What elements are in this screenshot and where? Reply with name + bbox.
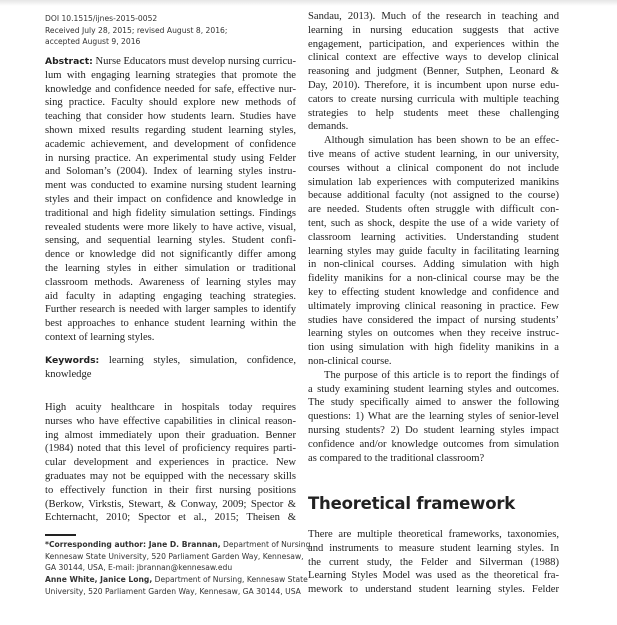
text-line: learning styles may guide faculty in facilitating learning bbox=[308, 245, 559, 257]
text-line: classroom learning activities. Understanding student bbox=[308, 231, 559, 243]
text-line: learning in nursing education suggests that active bbox=[308, 24, 559, 36]
text-line: studies have considered the impact of nursing students’ bbox=[308, 314, 559, 326]
theory-paragraph bbox=[308, 528, 559, 597]
footnote-text: Department of Nursing, Kennesaw State bbox=[152, 575, 308, 585]
footnote-text: GA 30144, USA, E-mail: jbrannan@kennesaw.edu bbox=[45, 563, 233, 573]
text-line: cators to create nursing curricula with multiple teaching bbox=[308, 93, 559, 105]
keywords bbox=[45, 354, 296, 382]
article-metadata bbox=[45, 13, 296, 48]
text-line: styles and their impact on confidence and knowledge in bbox=[45, 193, 296, 205]
text-line: shown mixed results regarding student learning styles, bbox=[45, 124, 296, 136]
footnote-line bbox=[45, 586, 301, 598]
accepted-date: accepted August 9, 2016 bbox=[45, 37, 141, 47]
text-line: (1984) noted that this level of proficiency requires parti- bbox=[45, 443, 296, 455]
abstract-text: Nurse Educators must develop nursing curricu- bbox=[92, 56, 296, 67]
abstract-first-line bbox=[45, 55, 296, 69]
paragraph bbox=[308, 134, 559, 369]
text-line: teaching that consider how students learn. Studies have bbox=[45, 111, 296, 123]
text-line: engagement, participation, and experiences within the bbox=[308, 38, 559, 50]
paragraph bbox=[308, 10, 559, 134]
footnote-line bbox=[45, 562, 296, 574]
text-line: tive means of active student learning, in our university, bbox=[308, 148, 559, 160]
text-line: sing practice. Faculty should explore new methods of bbox=[45, 97, 296, 109]
text-line: the learning styles in either simulation or traditional bbox=[45, 262, 296, 274]
section-heading: Theoretical framework bbox=[308, 494, 516, 513]
intro-paragraph bbox=[45, 401, 296, 525]
right-column-body bbox=[308, 10, 559, 465]
footnote-text: University, 520 Parliament Garden Way, Kennesaw, GA 30144, USA bbox=[45, 586, 301, 596]
text-line: the current study, the Felder and Silverman (1988) bbox=[308, 556, 559, 568]
text-line: in nursing practice. An experimental study using Felder bbox=[45, 152, 296, 164]
text-line: Learning Styles Model was used as the theoretical fra- bbox=[308, 570, 559, 582]
text-line: knowledge and confidence needed for safe, effective nur- bbox=[45, 83, 296, 95]
text-line: (Berkow, Virkstis, Stewart, & Conway, 2009; Spector & bbox=[45, 498, 296, 510]
text-line: knowledge bbox=[45, 368, 92, 380]
text-line: and Soloman’s (2004). Index of learning styles instru- bbox=[45, 166, 296, 178]
footnote-text: Kennesaw State University, 520 Parliament Garden Way, Kennesaw, bbox=[45, 551, 304, 561]
paragraph bbox=[308, 369, 559, 466]
footnote-line bbox=[45, 539, 313, 551]
text-line: traditional and high fidelity simulation settings. Findings bbox=[45, 207, 296, 219]
text-line: because additional faculty (not assigned to the course) bbox=[308, 190, 559, 202]
received-date: Received July 28, 2015; revised August 8, 2016; bbox=[45, 25, 228, 35]
text-line: Day, 2010). Therefore, it is incumbent upon nurse edu- bbox=[308, 79, 559, 91]
text-line: High acuity healthcare in hospitals today requires bbox=[45, 402, 296, 413]
text-line: nursing students? 2) Do student learning styles impact bbox=[308, 424, 559, 436]
text-line: courses without a clinical component do not include bbox=[308, 162, 559, 174]
text-line: demands. bbox=[308, 121, 349, 133]
footnote-author-name: Anne White, Janice Long, bbox=[45, 575, 153, 585]
text-line: lum with engaging learning strategies that promote the bbox=[45, 69, 296, 81]
text-line: key to effecting student knowledge and confidence and bbox=[308, 286, 559, 298]
text-line: There are multiple theoretical frameworks, taxonomies, bbox=[308, 529, 559, 540]
text-line: aid faculty in adapting engaging teaching strategies. bbox=[45, 290, 296, 302]
text-line: non-clinical course. bbox=[308, 355, 392, 367]
text-line: academic achievement, and development of confidence bbox=[45, 138, 296, 150]
text-line: revealed students were more likely to have active, visual, bbox=[45, 221, 296, 233]
keywords-text: learning styles, simulation, confidence, bbox=[99, 355, 296, 366]
footnote-line bbox=[45, 551, 304, 563]
text-line: confidence and/or knowledge outcomes from simulation bbox=[308, 438, 559, 450]
footnote-line bbox=[45, 574, 308, 586]
author-footnote bbox=[45, 539, 313, 597]
text-line: and instruments to measure student learning styles. In bbox=[308, 542, 559, 554]
text-line: fidelity manikins for a non-clinical course may be the bbox=[308, 273, 559, 285]
text-line: Sandau, 2013). Much of the research in teaching and bbox=[308, 11, 559, 22]
text-line: as compared to the traditional classroom? bbox=[308, 452, 485, 464]
text-line: questions: 1) What are the learning styles of senior-level bbox=[308, 411, 559, 423]
text-line: sensing, and sequential learning styles. Student confi- bbox=[45, 235, 296, 247]
text-line: simulation lab experiences with computerized manikins bbox=[308, 176, 559, 188]
text-line: graduates may not be equipped with the necessary skills bbox=[45, 470, 296, 482]
text-line: ing almost immediately upon their graduation. Benner bbox=[45, 429, 296, 441]
text-line: in non-clinical courses. Adding simulation with high bbox=[308, 259, 559, 271]
keywords-first-line bbox=[45, 354, 296, 368]
text-line: learning styles on outcomes when they receive instruc- bbox=[308, 328, 559, 340]
text-line: classroom methods. Awareness of learning styles may bbox=[45, 276, 296, 288]
text-line: The purpose of this article is to report the findings of bbox=[324, 369, 559, 381]
text-line: Further research is needed with larger samples to identify bbox=[45, 304, 296, 316]
text-line: to effectively function in their first nursing positions bbox=[45, 484, 296, 496]
footnote-text: Department of Nursing, bbox=[220, 540, 313, 549]
text-line: are needed. Students often struggle with difficult con- bbox=[308, 204, 559, 216]
text-line: tent, such as shock, despite the use of a wide variety of bbox=[308, 217, 559, 229]
text-line: cular development and experiences in practice. New bbox=[45, 457, 296, 469]
text-line: reasoning and judgment (Benner, Sutphen, Leonard & bbox=[308, 66, 559, 78]
page-top-shadow bbox=[0, 0, 617, 6]
abstract bbox=[45, 55, 296, 345]
text-line: Echternacht, 2010; Spector et al., 2015; Theisen & bbox=[45, 512, 296, 524]
text-line: ultimately improving clinical reasoning in practice. Few bbox=[308, 300, 559, 312]
text-line: best approaches to enhance student learning within the bbox=[45, 318, 296, 330]
text-line: context of learning styles. bbox=[45, 331, 155, 343]
doi: DOI 10.1515/ijnes-2015-0052 bbox=[45, 14, 158, 23]
text-line: nurses who have effective capabilities in clinical reason- bbox=[45, 415, 296, 427]
text-line: mework to understand student learning styles. Felder bbox=[308, 584, 559, 596]
text-line: dence or knowledge did not significantly differ among bbox=[45, 249, 296, 261]
text-line: tion using simulation with high fidelity manikins in a bbox=[308, 342, 559, 354]
text-line: ment was conducted to examine nursing student learning bbox=[45, 180, 296, 192]
keywords-label: Keywords: bbox=[45, 355, 100, 366]
text-line: strategies to help students meet these challenging bbox=[308, 107, 559, 119]
abstract-label: Abstract: bbox=[45, 56, 93, 67]
text-line: The study specifically aimed to answer the following bbox=[308, 397, 559, 409]
text-line: Although simulation has been shown to be an effec- bbox=[324, 135, 559, 147]
text-line: clinical context are effective ways to develop clinical bbox=[308, 52, 559, 64]
text-line: a study examining student learning styles and outcomes. bbox=[308, 383, 559, 395]
footnote-author-name: *Corresponding author: Jane D. Brannan, bbox=[45, 540, 221, 549]
footnote-rule bbox=[45, 534, 76, 536]
